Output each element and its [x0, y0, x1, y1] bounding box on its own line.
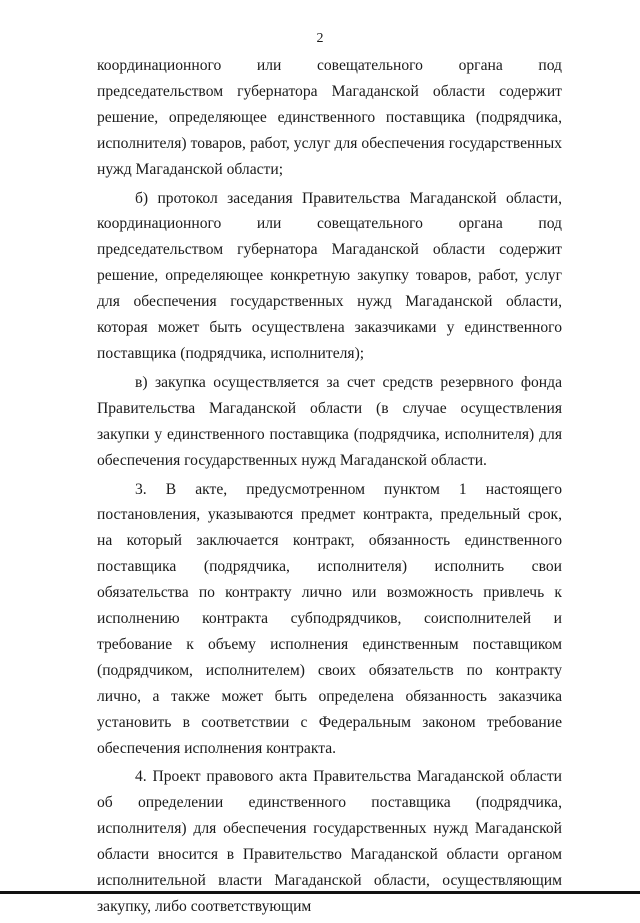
paragraph-clause-4: 4. Проект правового акта Правительства Магаданской области об определении единственного поставщика (подрядчика, исполнителя) для обеспечения государственных нужд Магаданской области вносится в Правительство Магаданской области органом исполнительной власти Магаданской области, осуществляющим закупку, либо соответствующим	[97, 768, 562, 915]
paragraph-item-v: в) закупка осуществляется за счет средств резервного фонда Правительства Магаданской области (в случае осуществления закупки у единственного поставщика (подрядчика, исполнителя) для обеспечения государственных нужд Магаданской области.	[97, 373, 562, 469]
paragraph-clause-3: 3. В акте, предусмотренном пунктом 1 настоящего постановления, указываются предмет контракта, предельный срок, на который заключается контракт, обязанность единственного поставщика (подрядчика, исполнителя) исполнить свои обязательства по контракту лично или возможность привлечь к исполнению контракта субподрядчиков, соисполнителей и требование к объему исполнения единственным поставщиком (подрядчиком, исполнителем) своих обязательств по контракту лично, а также может быть определена обязанность заказчика установить в соответствии с Федеральным законом требование обеспечения исполнения контракта.	[97, 480, 562, 757]
document-body	[97, 53, 562, 923]
page-number: 2	[316, 31, 324, 46]
bottom-scan-edge	[0, 891, 640, 894]
paragraph-continuation: координационного или совещательного органа под председательством губернатора Магаданской области содержит решение, определяющее единственного поставщика (подрядчика, исполнителя) товаров, работ, услуг для обеспечения государственных нужд Магаданской области;	[97, 57, 562, 178]
paragraph-item-b: б) протокол заседания Правительства Магаданской области, координационного или совещательного органа под председательством губернатора Магаданской области содержит решение, определяющее конкретную закупку товаров, работ, услуг для обеспечения государственных нужд Магаданской области, которая может быть осуществлена заказчиками у единственного поставщика (подрядчика, исполнителя);	[97, 189, 562, 362]
